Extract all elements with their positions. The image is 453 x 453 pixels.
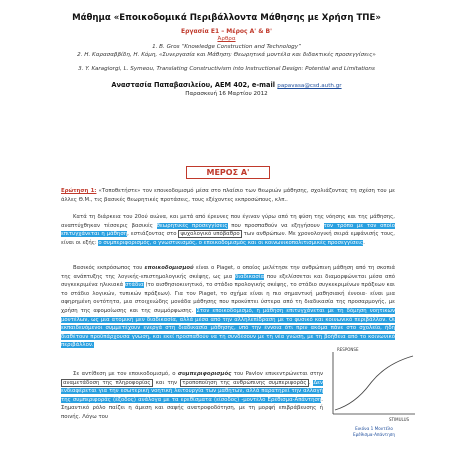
section-title: ΜΕΡΟΣ Α' <box>186 166 270 179</box>
text-run: των ανθρώπων. Με χρονολογική σειρά εμφάνισής τους, είναι οι εξής: <box>61 231 396 246</box>
boxed-text: ψυχολογικό υπόβαθρο <box>180 231 240 238</box>
highlighted-text: διαδικασία <box>235 273 265 280</box>
text-run: που προσπαθούν να εξηγήσουν <box>227 222 324 229</box>
question-label: Ερώτηση 1: <box>61 188 97 194</box>
paragraph-3 <box>61 370 323 422</box>
stimulus-response-graph <box>325 344 423 439</box>
y-axis-label: RESPONSE <box>337 347 359 352</box>
emphasized-text: συμπεριφορισμός <box>177 371 232 377</box>
author-name: Αναστασία Παπαβασιλείου, ΑΕΜ 402, e-mail <box>111 81 278 89</box>
assignment-label: Εργασία Ε1 – Μέρος Α' & Β' <box>181 28 272 35</box>
email-link[interactable]: papavasa@csd.auth.gr <box>277 83 342 89</box>
text-run: . <box>363 239 365 246</box>
text-run: που εξελίσσεται και διαμορφώνεται μέσα από συγκεκριμένα ηλικιακά <box>61 273 395 289</box>
x-axis-label: STIMULUS <box>389 417 410 422</box>
text-run: , εστιάζοντας στο <box>127 231 179 238</box>
text-run: είναι ο Piaget, ο οποίος μελέτησε την ανθρώπινη μάθηση από τη σκοπιά της ανάπτυξης της λογικής-επιστημολογικής σκέψης, ως μια <box>61 265 395 280</box>
text-run: Βασικός εκπρόσωπος του <box>73 265 145 271</box>
text-run: Σε αντίθεση με τον εποικοδομισμό, ο <box>73 371 178 377</box>
question-text: «Τοποθετήστε» τον εποικοδομισμό μέσα στο πλαίσιο των θεωριών μάθησης, σχολιάζοντας τη σχέση του με άλλες Θ.Μ., τις βασικές θεωρητικές προτάσεις, τους εξέχοντες εκπροσώπους, κλπ.. <box>61 188 395 203</box>
boxed-text: αναμετάδοση της πληροφορίας <box>63 379 151 386</box>
reference-1: 1. B. Gros “Knowledge Construction and Technology” <box>152 44 301 50</box>
boxed-text: τροποποίηση της ανθρώπινης συμπεριφοράς <box>182 379 307 386</box>
text-run: . <box>308 379 314 386</box>
stimulus-response-figure <box>325 344 423 439</box>
highlighted-text: στάδια <box>124 282 144 289</box>
highlighted-text: τον τρόπο με τον οποίο επιτυγχάνεται η μάθηση <box>61 222 395 238</box>
text-run: Κατά τη διάρκεια του 20ού αιώνα, και μετά από έρευνες που έγιναν γύρω από τη φύση της νόησης και της μάθησης, αναπτύχθηκαν τέσσερις βασικές <box>61 214 395 229</box>
page-title: Μάθημα «Εποικοδομικά Περιβάλλοντα Μάθησης με Χρήση ΤΠΕ» <box>72 13 381 23</box>
response-curve <box>335 356 413 410</box>
author-line <box>0 81 453 89</box>
text-run: και την <box>152 379 181 386</box>
document-date: Παρασκευή 16 Μαρτίου 2012 <box>185 91 268 97</box>
text-run: του Pavlov επικεντρώνεται στην <box>231 371 323 377</box>
paragraph-1 <box>61 213 395 247</box>
text-run: . Σημαντικό ρόλο παίζει η άμεση και σαφής ανατροφοδότηση, με τη μορφή επιβράβευσης ή ποινής. Λόγω του <box>61 396 323 420</box>
figure-caption-line-2: Ερέθισμα-Απάντηση <box>352 432 396 437</box>
highlighted-text: θεωρητικές προσεγγίσεις <box>156 222 228 229</box>
articles-label: Άρθρα <box>217 36 236 42</box>
paragraph-2 <box>61 264 395 350</box>
figure-caption-line-1: Εικόνα 1 Μοντέλο <box>355 426 393 431</box>
text-run: (το αισθησιοκινητικό, το στάδιο προλογικής σκέψης, το στάδιο συγκεκριμένων πράξεων και το στάδιο λογικών, τυπικών πράξεων). Για τον Piaget, το σχήμα είναι η πιο σημαντική μαθησιακή έννοια· είναι μια αφηρημένη οντότητα, μια στοιχειώδης μονάδα μάθησης που προκύπτει ύστερα από τη διαδικασία της προσαρμογής, με χρήση της αφομοίωσης και της συμμόρφωσης. <box>61 282 395 314</box>
reference-2: 2. Η. Καρασαββίδη, Η. Κόμη, «Συνεργασία και Μάθηση: Θεωρητικά μοντέλα και διδακτικές προσεγγίσεις» <box>77 52 376 58</box>
highlighted-text: Στον εποικοδομισμό, η μάθηση επιτυγχάνεται με τη δόμηση νοητικών μοντέλων, ως μια ατομική μεν διαδικασία, αλλά μέσα από την αλληλεπίδραση με το φυσικό και κοινωνικό περιβάλλον. Οι εκπαιδευόμενοι συμμετέχουν ενεργά στη διαδικασία μάθησης, υπό την έννοια ότι πριν ακόμα πάνε στο σχολείο, ήδη διαθέτουν προϋπάρχουσα γνώση, και εκεί προσπαθούν να τη συνδέσουν με τη νέα γνώση, με τη βοήθεια από το κοινωνικό περιβάλλον. <box>61 307 395 349</box>
highlighted-text: ο συμπεριφορισμός, ο γνωστικισμός, ο εποικοδομισμός και οι κοινωνικοπολιτισμικές προσεγγίσεις <box>98 239 364 246</box>
emphasized-text: εποικοδομισμού <box>144 265 194 271</box>
highlighted-text: Δεν ενδιαφέρεται για την εσωτερική νοητική λειτουργία των μαθητών, αλλά παρατηρεί την αλλαγή της συμπεριφοράς (έξοδος) ανάλογα με τα ερεθίσματα (είσοδος) -μοντέλο Ερέθισμα-Απάντηση <box>61 379 323 403</box>
question-paragraph <box>61 187 395 204</box>
reference-3: 3. Y. Karagiorgi, L. Symeou, Translating Constructivism into Instructional Design: Potential and Limitations <box>78 66 375 72</box>
